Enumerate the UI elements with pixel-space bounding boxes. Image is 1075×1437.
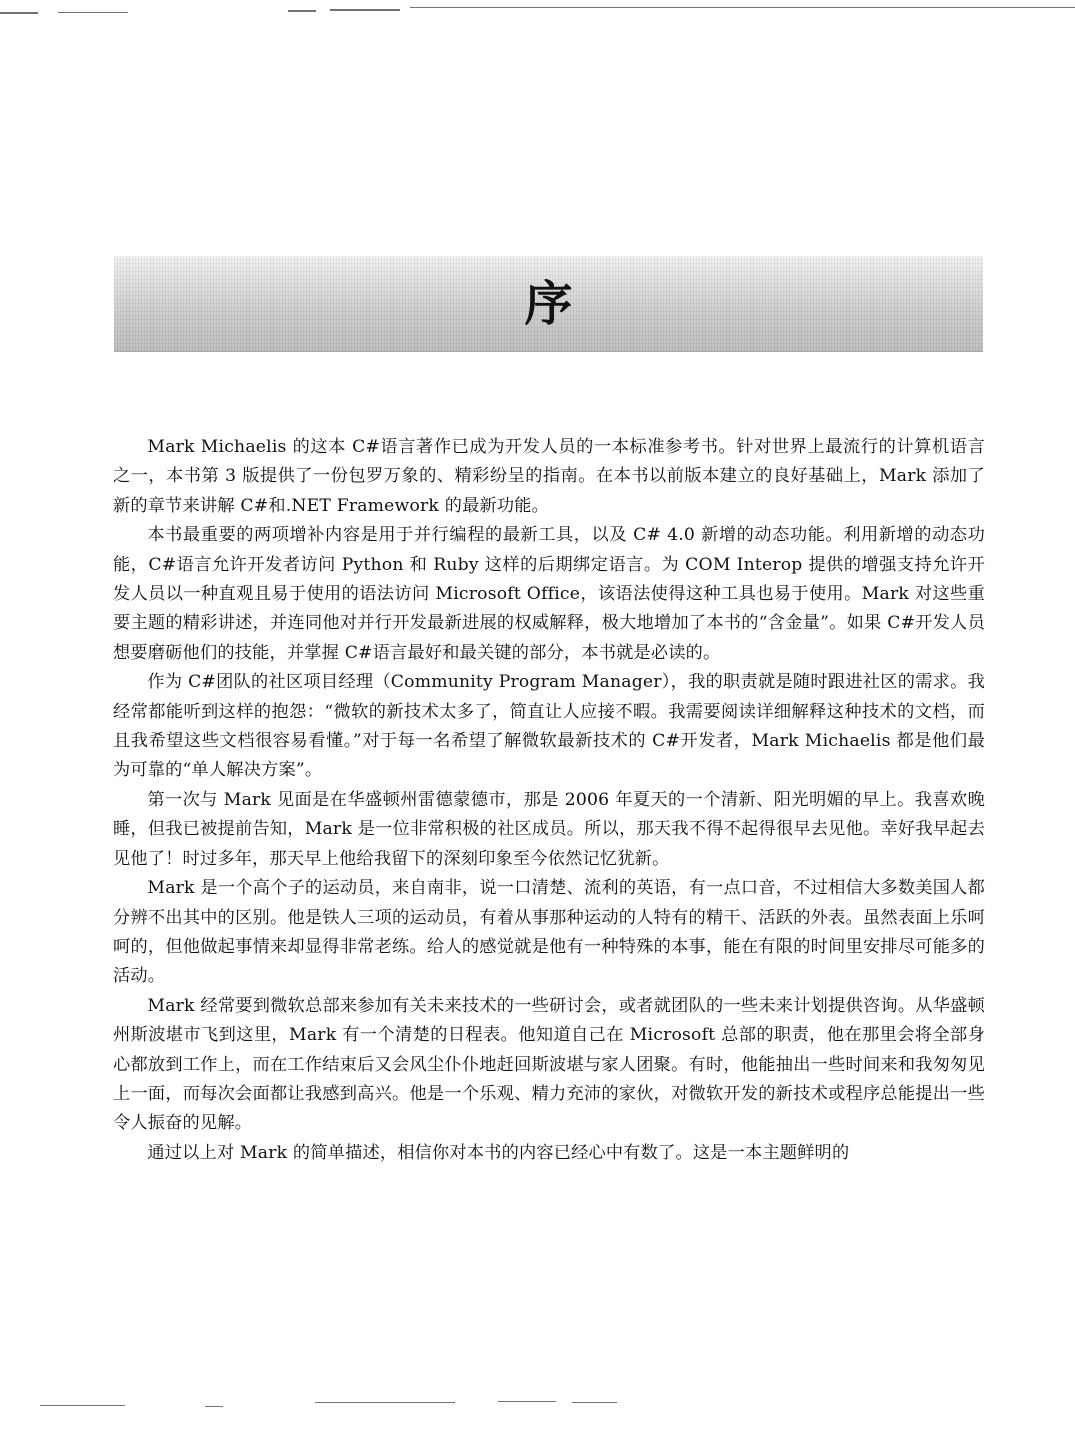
scan-artifact-bottom-1 bbox=[40, 1405, 125, 1406]
scan-artifact-bottom-2 bbox=[205, 1406, 223, 1407]
scan-artifact-top-1 bbox=[0, 12, 38, 14]
paragraph-3: 作为 C#团队的社区项目经理（Community Program Manager），我的职责就是随时跟进社区的需求。我经常都能听到这样的抱怨：“微软的新技术太多了，简直让人应接不暇。我需要阅读详细解释这种技术的文档，而且我希望这些文档很容易看懂。”对于每一名希望了解微软最新技术的 C#开发者，Mark Michaelis 都是他们最为可靠的“单人解决方案”。 bbox=[113, 672, 985, 781]
chapter-banner bbox=[114, 256, 983, 352]
scan-artifact-bottom-3 bbox=[315, 1402, 455, 1403]
scan-artifact-top-4 bbox=[330, 9, 400, 11]
paragraph-7: 通过以上对 Mark 的简单描述，相信你对本书的内容已经心中有数了。这是一本主题鲜明的 bbox=[147, 1142, 850, 1163]
paragraph-4: 第一次与 Mark 见面是在华盛顿州雷德蒙德市，那是 2006 年夏天的一个清新、阳光明媚的早上。我喜欢晚睡，但我已被提前告知，Mark 是一位非常积极的社区成员。所以，那天我不得不起得很早去见他。幸好我早起去见他了！时过多年，那天早上他给我留下的深刻印象至今依然记忆犹新。 bbox=[113, 789, 985, 869]
scan-artifact-top-3 bbox=[288, 10, 316, 12]
chapter-title: 序 bbox=[524, 276, 573, 332]
scan-artifact-bottom-4 bbox=[498, 1401, 556, 1402]
paragraph-6: Mark 经常要到微软总部来参加有关未来技术的一些研讨会，或者就团队的一些未来计划提供咨询。从华盛顿州斯波堪市飞到这里，Mark 有一个清楚的日程表。他知道自己在 Microsoft 总部的职责，他在那里会将全部身心都放到工作上，而在工作结束后又会风尘仆仆地赶回斯波堪与家人团聚。有时，他能抽出一些时间来和我匆匆见上一面，而每次会面都让我感到高兴。他是一个乐观、精力充沛的家伙，对微软开发的新技术或程序总能提出一些令人振奋的见解。 bbox=[113, 995, 985, 1134]
scan-artifact-bottom-5 bbox=[572, 1402, 617, 1403]
scan-artifact-top-5 bbox=[410, 7, 1075, 8]
body-text bbox=[113, 433, 985, 1168]
paragraph-2: 本书最重要的两项增补内容是用于并行编程的最新工具，以及 C# 4.0 新增的动态功能。利用新增的动态功能，C#语言允许开发者访问 Python 和 Ruby 这样的后期绑定语言。为 COM Interop 提供的增强支持允许开发人员以一种直观且易于使用的语法访问 Microsoft Office，该语法使得这种工具也易于使用。Mark 对这些重要主题的精彩讲述，并连同他对并行开发最新进展的权威解释，极大地增加了本书的“含金量”。如果 C#开发人员想要磨砺他们的技能，并掌握 C#语言最好和最关键的部分，本书就是必读的。 bbox=[113, 525, 985, 663]
paragraph-1: Mark Michaelis 的这本 C#语言著作已成为开发人员的一本标准参考书。针对世界上最流行的计算机语言之一，本书第 3 版提供了一份包罗万象的、精彩纷呈的指南。在本书以前版本建立的良好基础上，Mark 添加了新的章节来讲解 C#和.NET Framework 的最新功能。 bbox=[113, 437, 985, 516]
paragraph-5: Mark 是一个高个子的运动员，来自南非，说一口清楚、流利的英语，有一点口音，不过相信大多数美国人都分辨不出其中的区别。他是铁人三项的运动员，有着从事那种运动的人特有的精干、活跃的外表。虽然表面上乐呵呵的，但他做起事情来却显得非常老练。给人的感觉就是他有一种特殊的本事，能在有限的时间里安排尽可能多的活动。 bbox=[113, 878, 985, 987]
scan-artifact-top-2 bbox=[58, 12, 128, 13]
